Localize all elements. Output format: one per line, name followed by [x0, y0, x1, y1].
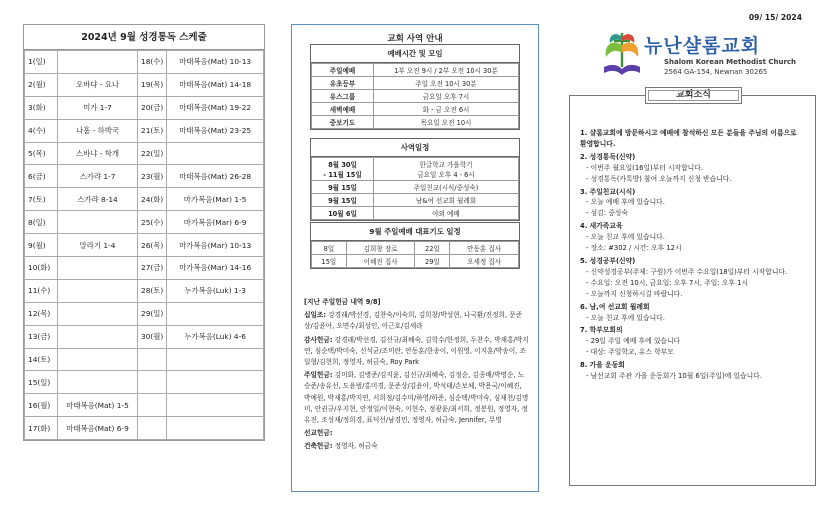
events-header: 사역일정 — [311, 139, 519, 157]
news-item-title: 3. 주일친교(시식) — [580, 187, 636, 196]
schedule-reading — [58, 51, 138, 74]
news-item-title: 6. 남,여 선교회 월례회 — [580, 302, 650, 311]
schedule-day: 8(일) — [25, 211, 58, 234]
schedule-row — [25, 119, 264, 142]
news-item-title: 5. 성경공부(신약) — [580, 256, 636, 265]
prayer-date: 8일 — [312, 242, 347, 255]
schedule-day: 22(일) — [138, 142, 167, 165]
news-item-title: 8. 가을 운동회 — [580, 361, 625, 370]
schedule-reading: 오바댜 - 요나 — [58, 73, 138, 96]
schedule-reading: 스가랴 1-7 — [58, 165, 138, 188]
schedule-day: 21(토) — [138, 119, 167, 142]
news-list — [580, 128, 805, 384]
prayer-box — [310, 222, 520, 269]
worship-row — [312, 90, 519, 103]
prayer-name: 오세정 집사 — [450, 255, 519, 268]
schedule-row — [25, 279, 264, 302]
schedule-reading: 미가 1-7 — [58, 96, 138, 119]
schedule-reading: 마가복음(Mar) 1-5 — [167, 188, 264, 211]
schedule-reading: 마태복음(Mat) 6-9 — [58, 417, 138, 440]
schedule-day: 28(토) — [138, 279, 167, 302]
schedule-row — [25, 325, 264, 348]
offering-section — [304, 428, 530, 439]
offering-label: 선교헌금: — [304, 429, 333, 438]
prayer-name: 안동훈 집사 — [450, 242, 519, 255]
schedule-reading: 마태복음(Mat) 26-28 — [167, 165, 264, 188]
schedule-row — [25, 394, 264, 417]
news-item — [580, 128, 805, 150]
prayer-date: 15일 — [312, 255, 347, 268]
schedule-reading — [58, 211, 138, 234]
schedule-reading: 스가랴 8-14 — [58, 188, 138, 211]
schedule-day: 5(목) — [25, 142, 58, 165]
schedule-day: 6(금) — [25, 165, 58, 188]
schedule-row — [25, 211, 264, 234]
worship-row — [312, 77, 519, 90]
schedule-day: 20(금) — [138, 96, 167, 119]
schedule-reading: 마태복음(Mat) 23-25 — [167, 119, 264, 142]
schedule-day: 11(수) — [25, 279, 58, 302]
schedule-day: 4(수) — [25, 119, 58, 142]
schedule-day: 18(수) — [138, 51, 167, 74]
schedule-day: 27(금) — [138, 257, 167, 280]
worship-name: 유스그룹 — [312, 90, 374, 103]
schedule-reading: 마태복음(Mat) 19-22 — [167, 96, 264, 119]
news-item-detail: - 이번주 월요일(16일)부터 시작합니다. — [586, 163, 703, 172]
schedule-row — [25, 73, 264, 96]
schedule-day: 17(화) — [25, 417, 58, 440]
schedule-reading — [167, 348, 264, 371]
news-item — [580, 256, 805, 300]
schedule-day — [138, 417, 167, 440]
schedule-day: 7(토) — [25, 188, 58, 211]
offering-label: 주일헌금: — [304, 371, 333, 380]
news-item — [580, 187, 805, 220]
worship-row — [312, 64, 519, 77]
schedule-day: 15(일) — [25, 371, 58, 394]
ministry-info-panel — [291, 24, 539, 492]
schedule-row — [25, 257, 264, 280]
schedule-row — [25, 96, 264, 119]
news-item-detail: - 오늘 친교 후에 있습니다. — [586, 233, 665, 242]
worship-times-box — [310, 44, 520, 130]
news-item-title: 7. 학부모회의 — [580, 326, 623, 335]
news-item — [580, 325, 805, 358]
worship-time: 금요일 오후 7시 — [374, 90, 519, 103]
schedule-day — [138, 394, 167, 417]
event-desc: 주일친교(시식/중성숙) — [374, 181, 519, 194]
schedule-reading: 마가복음(Mar) 10-13 — [167, 234, 264, 257]
schedule-reading: 마태복음(Mat) 10-13 — [167, 51, 264, 74]
offering-label: 감사헌금: — [304, 335, 333, 344]
schedule-reading: 나훔 - 하박국 — [58, 119, 138, 142]
schedule-row — [25, 188, 264, 211]
schedule-day: 3(화) — [25, 96, 58, 119]
schedule-reading: 마가복음(Mar) 14-16 — [167, 257, 264, 280]
schedule-day: 16(월) — [25, 394, 58, 417]
schedule-reading: 마태복음(Mat) 14-18 — [167, 73, 264, 96]
event-row — [312, 194, 519, 207]
offering-names: 강경래/박선경, 김찬숙/이숙희, 김희창/박성현, 나국환/진정희, 문준상/김윤아, 오면수/최성인, 이근호/김세라 — [304, 311, 523, 331]
schedule-reading — [167, 371, 264, 394]
offering-names: 김미화, 김병준/김지윤, 김선규/최혜숙, 김정순, 김종배/박명순, 노승준/송유선, 도윤범/홍미경, 문준상/김윤아, 박석태/손보체, 박용국/이혜진, 박예원, 박재홍/박지연, 서희정/김수미/하영/하준, 심순택/박미숙, 심재천/김명미, 안권규/우지현, 안정일/이현숙, 이현수, 정광윤/최서희, 정봉원, 정영자, 정유진, 조성재/정희경, 표덕선/남경민, 정영자, 허금숙, Jennifer, 무명 — [304, 371, 529, 425]
event-date: 9월 15일 — [312, 181, 374, 194]
offering-heading: [지난 주일헌금 내역 9/8] — [304, 298, 381, 306]
offering-section — [304, 441, 530, 452]
prayer-name: 김희창 장로 — [346, 242, 415, 255]
prayer-row — [312, 255, 519, 268]
schedule-day: 24(화) — [138, 188, 167, 211]
news-item — [580, 360, 805, 382]
schedule-reading: 누가복음(Luk) 4-6 — [167, 325, 264, 348]
news-item-detail: - 장소: #302 / 시간: 오후 12시 — [586, 244, 682, 253]
bulletin-date: 09/ 15/ 2024 — [748, 13, 802, 22]
news-item-title: 1. 샬롬교회에 방문하시고 예배에 참석하신 모든 분들을 주님의 이름으로 환영합니다. — [580, 129, 797, 148]
news-item-detail: - 성경통독(카톡방) 참여 오늘까지 신청 받습니다. — [586, 174, 732, 183]
prayer-header: 9월 주일예배 대표기도 일정 — [311, 223, 519, 241]
events-box — [310, 138, 520, 221]
event-date: 9월 15일 — [312, 194, 374, 207]
prayer-date: 22일 — [415, 242, 450, 255]
news-item — [580, 302, 805, 324]
church-name-english: Shalom Korean Methodist Church — [664, 58, 797, 66]
schedule-day: 9(월) — [25, 234, 58, 257]
schedule-reading — [58, 257, 138, 280]
schedule-row — [25, 302, 264, 325]
offering-section — [304, 310, 530, 332]
church-name-korean: 뉴난샬롬교회 — [644, 35, 761, 57]
offering-section — [304, 335, 530, 369]
schedule-day: 19(목) — [138, 73, 167, 96]
church-logo-icon — [600, 27, 644, 77]
news-item-detail: - 수요일: 오전 10시, 금요일: 오후 7시, 주일: 오후 1시 — [586, 278, 749, 287]
worship-time: 1부 오전 9시 / 2부 오전 10시 30분 — [374, 64, 519, 77]
schedule-day: 30(월) — [138, 325, 167, 348]
prayer-name: 이혜진 집사 — [346, 255, 415, 268]
offering-section — [304, 370, 530, 426]
schedule-row — [25, 348, 264, 371]
news-item-detail: - 신약성경공부(주제: 구원)가 이번주 수요일(18일)부터 시작합니다. — [586, 267, 788, 276]
offering-label: 건축헌금: — [304, 442, 333, 451]
schedule-day: 23(월) — [138, 165, 167, 188]
offering-names: 강경래/박선경, 김선규/최혜숙, 김학수/한정희, 두찬수, 박재홍/박지연, 심순택/박미숙, 신석균/조미란, 안동훈/한송이, 이원영, 이지훈/박송이, 조일형/김현희, 정영자, 허금숙, Roy Park — [304, 335, 529, 367]
worship-row — [312, 116, 519, 129]
schedule-reading: 마가복음(Mar) 6-9 — [167, 211, 264, 234]
worship-time: 주일 오전 10시 30분 — [374, 77, 519, 90]
schedule-day: 25(수) — [138, 211, 167, 234]
schedule-reading — [167, 394, 264, 417]
prayer-row — [312, 242, 519, 255]
schedule-reading: 스바냐 - 학개 — [58, 142, 138, 165]
worship-time: 목요일 오전 10시 — [374, 116, 519, 129]
church-address: 2564 GA-154, Newnan 30265 — [664, 68, 768, 76]
news-item-title: 4. 새가족교육 — [580, 222, 623, 231]
worship-header: 예배시간 및 모임 — [311, 45, 519, 63]
worship-time: 화 - 금 오전 6시 — [374, 103, 519, 116]
worship-row — [312, 103, 519, 116]
schedule-reading — [58, 279, 138, 302]
schedule-day: 10(화) — [25, 257, 58, 280]
news-item-detail: - 오늘 예배 후에 있습니다. — [586, 198, 665, 207]
schedule-day: 13(금) — [25, 325, 58, 348]
schedule-reading — [167, 302, 264, 325]
church-news-panel — [569, 95, 816, 486]
event-date: 10월 6일 — [312, 207, 374, 220]
news-item-title: 2. 성경통독(신약) — [580, 152, 636, 161]
offering-label: 십일조: — [304, 311, 327, 320]
schedule-row — [25, 51, 264, 74]
schedule-day: 29(일) — [138, 302, 167, 325]
schedule-reading — [58, 325, 138, 348]
worship-name: 중보기도 — [312, 116, 374, 129]
offering-list — [304, 297, 530, 453]
schedule-reading: 말라기 1-4 — [58, 234, 138, 257]
reading-schedule — [23, 24, 265, 441]
ministry-info-title: 교회 사역 안내 — [387, 34, 443, 44]
schedule-day: 14(토) — [25, 348, 58, 371]
schedule-reading: 마태복음(Mat) 1-5 — [58, 394, 138, 417]
schedule-row — [25, 142, 264, 165]
prayer-date: 29일 — [415, 255, 450, 268]
news-item-detail: - 대상: 주일학교, 유스 학부모 — [586, 348, 674, 357]
event-row — [312, 181, 519, 194]
event-desc: 남&여 선교회 월례회 — [374, 194, 519, 207]
schedule-title: 2024년 9월 성경통독 스케줄 — [24, 25, 264, 50]
worship-name: 주일예배 — [312, 64, 374, 77]
event-row — [312, 207, 519, 220]
news-item-detail: - 오늘 친교 후에 있습니다. — [586, 313, 665, 322]
schedule-row — [25, 417, 264, 440]
news-item-detail: - 29일 주일 예배 후에 있습니다 — [586, 337, 681, 346]
news-item-detail: - 오늘까지 신청하시길 바랍니다. — [586, 289, 683, 298]
schedule-day: 12(목) — [25, 302, 58, 325]
schedule-row — [25, 234, 264, 257]
news-title: 교회소식 — [645, 87, 742, 104]
schedule-reading: 누가복음(Luk) 1-3 — [167, 279, 264, 302]
event-row — [312, 158, 519, 181]
schedule-day: 2(월) — [25, 73, 58, 96]
schedule-table — [24, 50, 264, 440]
schedule-reading — [58, 348, 138, 371]
schedule-reading — [167, 142, 264, 165]
schedule-day: 26(목) — [138, 234, 167, 257]
news-item-detail: - 섬김: 중성숙 — [586, 209, 628, 218]
worship-name: 유초등부 — [312, 77, 374, 90]
schedule-reading — [58, 302, 138, 325]
event-date: 8월 30일 - 11월 15일 — [312, 158, 374, 181]
news-item — [580, 221, 805, 254]
schedule-reading — [58, 371, 138, 394]
schedule-row — [25, 371, 264, 394]
event-desc: 야외 예배 — [374, 207, 519, 220]
worship-name: 새벽예배 — [312, 103, 374, 116]
schedule-row — [25, 165, 264, 188]
schedule-day: 1(일) — [25, 51, 58, 74]
news-item — [580, 152, 805, 185]
schedule-reading — [167, 417, 264, 440]
news-item-detail: - 남선교회 주관 가을 운동회가 10월 6일(주일)에 있습니다. — [586, 372, 762, 381]
event-desc: 한글학교 가을학기 금요일 오후 4 - 6시 — [374, 158, 519, 181]
offering-names: 정영자, 허금숙 — [332, 442, 378, 451]
schedule-day — [138, 348, 167, 371]
schedule-day — [138, 371, 167, 394]
